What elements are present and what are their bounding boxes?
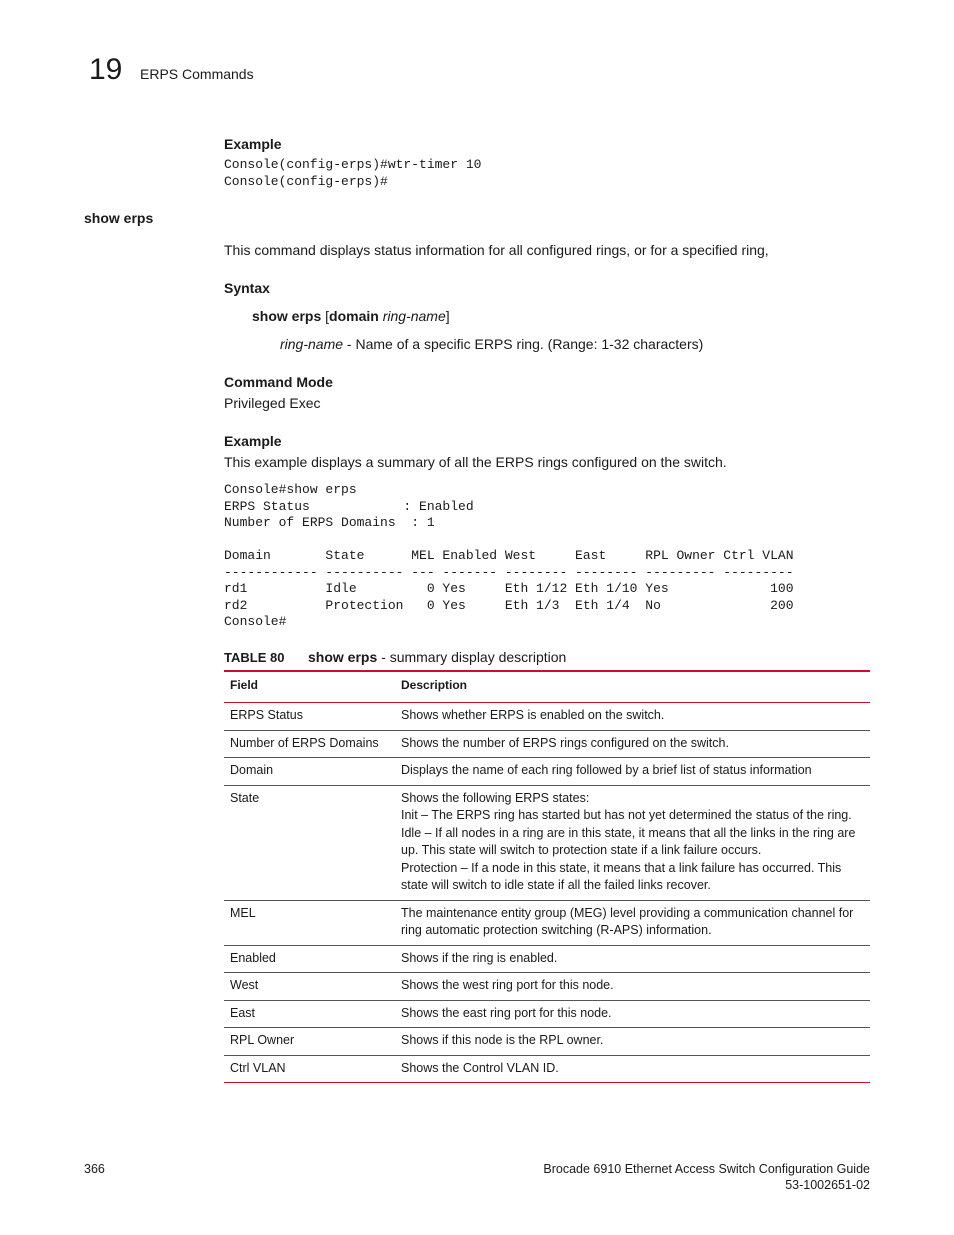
command-name: show erps — [84, 210, 154, 226]
example-heading: Example — [224, 136, 282, 152]
code-line: ------------ ---------- --- ------- -------- -------- --------- --------- — [224, 564, 794, 580]
code-line: Console# — [224, 614, 287, 629]
field-cell: State — [224, 785, 395, 900]
description-line: Shows if this node is the RPL owner. — [401, 1033, 604, 1047]
table-row — [224, 785, 870, 900]
page-number: 366 — [84, 1162, 105, 1176]
table-header-row — [224, 671, 870, 703]
command-mode-value: Privileged Exec — [224, 395, 321, 411]
description-line: Protection – If a node in this state, it means that a link failure has occurred. This state will switch to idle state if all the failed links recover. — [401, 860, 842, 892]
field-cell: MEL — [224, 900, 395, 945]
description-table — [224, 670, 870, 1083]
field-cell: West — [224, 973, 395, 1001]
column-header-field: Field — [224, 671, 395, 703]
example-output-block — [224, 482, 794, 631]
description-line: Shows whether ERPS is enabled on the switch. — [401, 708, 665, 722]
table-row — [224, 900, 870, 945]
code-line: ERPS Status : Enabled — [224, 498, 474, 514]
syntax-bracket-open: [ — [321, 308, 330, 324]
syntax-line — [252, 308, 450, 324]
description-line: Shows the Control VLAN ID. — [401, 1060, 559, 1075]
description-cell — [395, 1000, 870, 1028]
code-line: Console(config-erps)#wtr-timer 10 — [224, 157, 482, 172]
description-line: Shows the west ring port for this node. — [401, 978, 614, 992]
description-cell — [395, 945, 870, 973]
command-description: This command displays status information for all configured rings, or for a specified ring, — [224, 242, 769, 258]
document-title: Brocade 6910 Ethernet Access Switch Configuration Guide — [543, 1162, 870, 1176]
syntax-keyword: domain — [329, 308, 379, 324]
table-caption — [224, 649, 284, 665]
column-header-description: Description — [395, 671, 870, 703]
document-number: 53-1002651-02 — [785, 1178, 870, 1192]
description-cell — [395, 703, 870, 731]
table-row — [224, 758, 870, 786]
table-row — [224, 945, 870, 973]
description-cell — [395, 900, 870, 945]
description-line: Shows the following ERPS states: — [401, 790, 590, 805]
code-line: rd2 Protection 0 Yes Eth 1/3 Eth 1/4 No 200 — [224, 597, 794, 613]
description-line: Shows the number of ERPS rings configured on the switch. — [401, 735, 729, 750]
description-line: Idle – If all nodes in a ring are in this state, it means that all the links in the ring are up. This state will switch to protection state if a link failure occurs. — [401, 825, 856, 857]
param-description — [280, 336, 703, 352]
chapter-title: ERPS Commands — [140, 66, 254, 82]
field-cell: Enabled — [224, 945, 395, 973]
syntax-heading: Syntax — [224, 280, 270, 296]
param-desc: - Name of a specific ERPS ring. (Range: 1-32 characters) — [343, 336, 704, 352]
field-cell: ERPS Status — [224, 703, 395, 731]
description-line: The maintenance entity group (MEG) level providing a communication channel for ring automatic protection switching (R-APS) information. — [401, 905, 854, 937]
table-caption-label: TABLE 80 — [224, 650, 285, 665]
code-line: rd1 Idle 0 Yes Eth 1/12 Eth 1/10 Yes 100 — [224, 581, 794, 596]
description-line: Init – The ERPS ring has started but has not yet determined the status of the ring. — [401, 808, 852, 822]
table-row — [224, 973, 870, 1001]
description-line: Shows if the ring is enabled. — [401, 950, 558, 965]
code-line: Console#show erps — [224, 482, 357, 497]
command-mode-heading: Command Mode — [224, 374, 333, 390]
table-row — [224, 1000, 870, 1028]
table-caption-rest: - summary display description — [377, 649, 567, 665]
syntax-command: show erps — [252, 308, 322, 324]
table-row — [224, 703, 870, 731]
chapter-number: 19 — [89, 53, 123, 86]
syntax-param: ring-name — [382, 308, 446, 324]
table-caption-command: show erps — [308, 649, 378, 665]
description-cell — [395, 730, 870, 758]
table-row — [224, 1028, 870, 1056]
description-cell — [395, 973, 870, 1001]
field-cell: East — [224, 1000, 395, 1028]
description-line: Displays the name of each ring followed by a brief list of status information — [401, 763, 812, 777]
field-cell: Domain — [224, 758, 395, 786]
code-line: Domain State MEL Enabled West East RPL Owner Ctrl VLAN — [224, 548, 794, 563]
code-line: Console(config-erps)# — [224, 173, 388, 189]
example-heading: Example — [224, 433, 282, 449]
field-cell: Number of ERPS Domains — [224, 730, 395, 758]
table-body — [224, 703, 870, 1083]
example-code-block — [224, 157, 481, 190]
description-cell — [395, 1055, 870, 1083]
table-caption-text — [308, 649, 566, 665]
description-cell — [395, 785, 870, 900]
table-row — [224, 730, 870, 758]
code-line: Number of ERPS Domains : 1 — [224, 515, 435, 530]
field-cell: RPL Owner — [224, 1028, 395, 1056]
description-cell — [395, 758, 870, 786]
table-row — [224, 1055, 870, 1083]
example-intro: This example displays a summary of all the ERPS rings configured on the switch. — [224, 454, 727, 470]
syntax-bracket-close: ] — [445, 308, 450, 324]
description-line: Shows the east ring port for this node. — [401, 1005, 612, 1020]
description-cell — [395, 1028, 870, 1056]
field-cell: Ctrl VLAN — [224, 1055, 395, 1083]
param-name: ring-name — [280, 336, 344, 352]
